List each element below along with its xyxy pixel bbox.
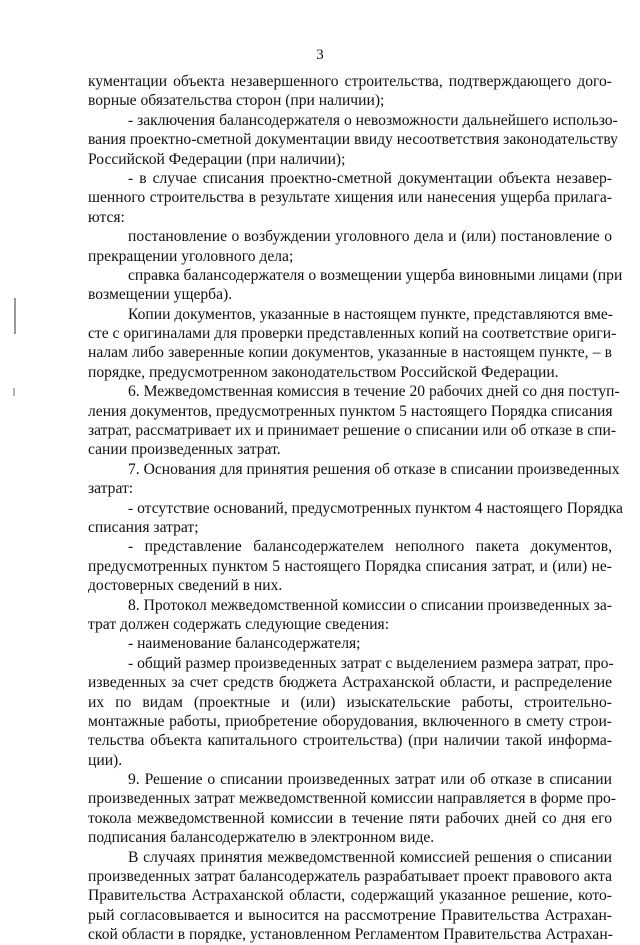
text-line: возмещении ущерба). [88,286,233,304]
text-line: ворные обязательства сторон (при наличии); [88,92,385,110]
text-line: Правительства Астраханской области, содержащий указанное решение, кото- [88,887,612,905]
text-line: порядке, предусмотренном законодательством Российской Федерации. [88,363,559,381]
text-line: тельства объекта капитального строительства) (при наличии такой информа- [88,732,612,750]
text-line: постановление о возбуждении уголовного дела и (или) постановление о [128,228,612,246]
text-line: 8. Протокол межведомственной комиссии о списании произведенных за- [128,596,612,614]
text-line: В случаях принятия межведомственной комиссией решения о списании [128,848,612,866]
text-line: ются: [88,208,125,226]
text-line: прекращении уголовного дела; [88,247,294,265]
document-body [88,72,623,945]
page-number: 3 [316,47,324,63]
text-line: сте с оригиналами для проверки представленных копий на соответствие ориги- [88,325,617,343]
text-line: Российской Федерации (при наличии); [88,150,346,168]
text-line: кументации объекта незавершенного строительства, подтверждающего дого- [88,73,612,90]
text-line: монтажные работы, приобретение оборудования, включенного в смету строи- [88,712,612,730]
text-line: затрат: [88,480,134,498]
text-line: - отсутствие оснований, предусмотренных пунктом 4 настоящего Порядка [128,499,623,517]
text-line: ления документов, предусмотренных пунктом 5 настоящего Порядка списания [88,402,613,420]
text-line: 9. Решение о списании произведенных затрат или об отказе в списании [128,771,612,789]
text-line: сании произведенных затрат. [88,441,281,459]
text-line: 7. Основания для принятия решения об отказе в списании произведенных [128,460,620,478]
text-line: - общий размер произведенных затрат с выделением размера затрат, про- [128,654,614,672]
text-line: произведенных затрат балансодержатель разрабатывает проект правового акта [88,868,612,886]
text-line: налам либо заверенные копии документов, указанные в настоящем пункте, – в [88,344,612,362]
text-line: их по видам (проектные и (или) изыскательские работы, строительно- [88,693,612,711]
text-line: ской области в порядке, установленном Регламентом Правительства Астрахан- [88,926,613,944]
text-line: справка балансодержателя о возмещении ущерба виновными лицами (при [128,266,623,284]
text-line: затрат, рассматривает их и принимает решение о списании или об отказе в спи- [88,422,617,440]
text-line: - представление балансодержателем неполного пакета документов, [128,538,612,556]
text-line: шенного строительства в результате хищения или нанесения ущерба прилага- [88,189,612,207]
text-line: достоверных сведений в них. [88,577,283,595]
text-line: трат должен содержать следующие сведения: [88,615,390,633]
text-line: токола межведомственной комиссии в течение пяти рабочих дней со дня его [88,809,612,827]
text-line: изведенных за счет средств бюджета Астраханской области, и распределение [88,674,612,692]
text-line: списания затрат; [88,518,199,536]
scan-artifact-mark [13,388,15,396]
text-line: - заключения балансодержателя о невозможности дальнейшего использо- [128,111,618,129]
text-line: ции). [88,751,123,769]
text-line: вания проектно-сметной документации ввиду несоответствия законодательству [88,131,618,149]
text-line: произведенных затрат межведомственной комиссии направляется в форме про- [88,790,616,808]
text-line: - наименование балансодержателя; [128,635,361,653]
text-line: рый согласовывается и выносится на рассмотрение Правительства Астрахан- [88,906,612,924]
text-line: Копии документов, указанные в настоящем пункте, представляются вме- [128,305,613,323]
text-line: - в случае списания проектно-сметной документации объекта незавер- [128,169,612,187]
text-line: предусмотренных пунктом 5 настоящего Порядка списания затрат, и (или) не- [88,557,612,575]
text-line: подписания балансодержателю в электронном виде. [88,829,435,847]
text-line: 6. Межведомственная комиссия в течение 20 рабочих дней со дня поступ- [128,383,620,401]
scan-artifact-mark [14,298,16,334]
